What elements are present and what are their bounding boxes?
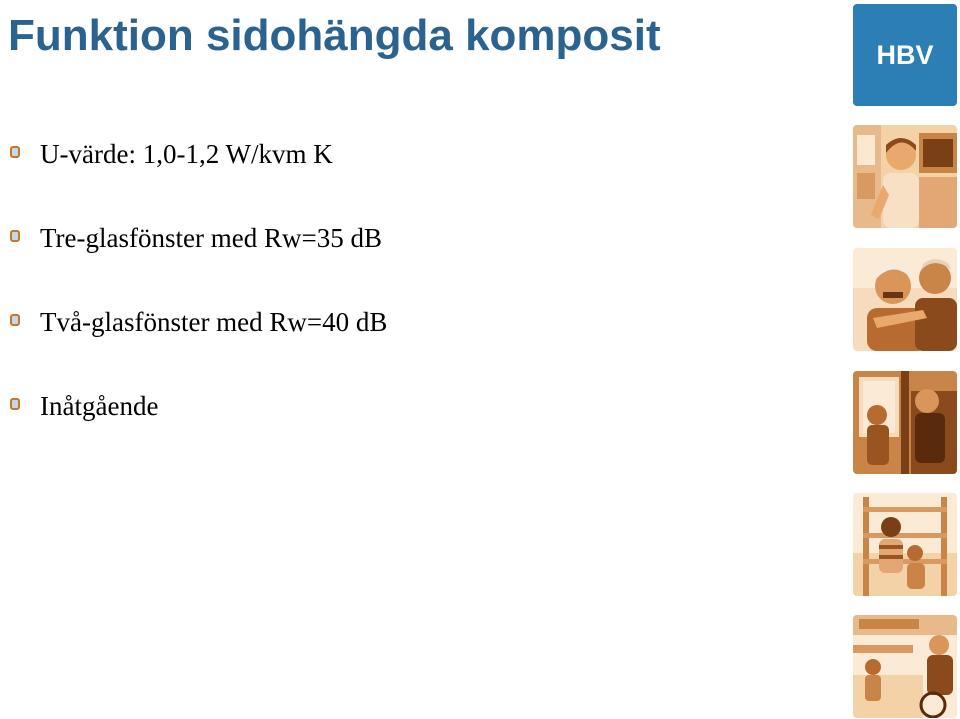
- photo-elderly-couple: [853, 248, 957, 351]
- slide-title: Funktion sidohängda komposit: [8, 11, 661, 60]
- square-bullet-icon: [10, 398, 20, 410]
- photo-children-climbing: [853, 493, 957, 596]
- photo-boy-kitchen: [853, 125, 957, 228]
- bullet-text: Två-glasfönster med Rw=40 dB: [40, 307, 388, 337]
- square-bullet-icon: [10, 314, 20, 326]
- bullet-item-double-glass: [10, 306, 387, 338]
- bullet-item-triple-glass: [10, 222, 382, 254]
- square-bullet-icon: [10, 146, 20, 158]
- square-bullet-icon: [10, 230, 20, 242]
- logo-text: HBV: [876, 39, 934, 70]
- photo-window: [853, 371, 957, 474]
- bullet-item-inward-opening: [10, 390, 158, 422]
- bullet-item-u-value: [10, 138, 333, 170]
- bullet-text: U-värde: 1,0-1,2 W/kvm K: [40, 139, 333, 169]
- photo-column: [853, 125, 957, 719]
- bullet-text: Tre-glasfönster med Rw=35 dB: [40, 223, 382, 253]
- photo-kitchen-wheelchair: [853, 615, 957, 718]
- hbv-logo: [853, 4, 957, 106]
- bullet-text: Inåtgående: [40, 391, 159, 421]
